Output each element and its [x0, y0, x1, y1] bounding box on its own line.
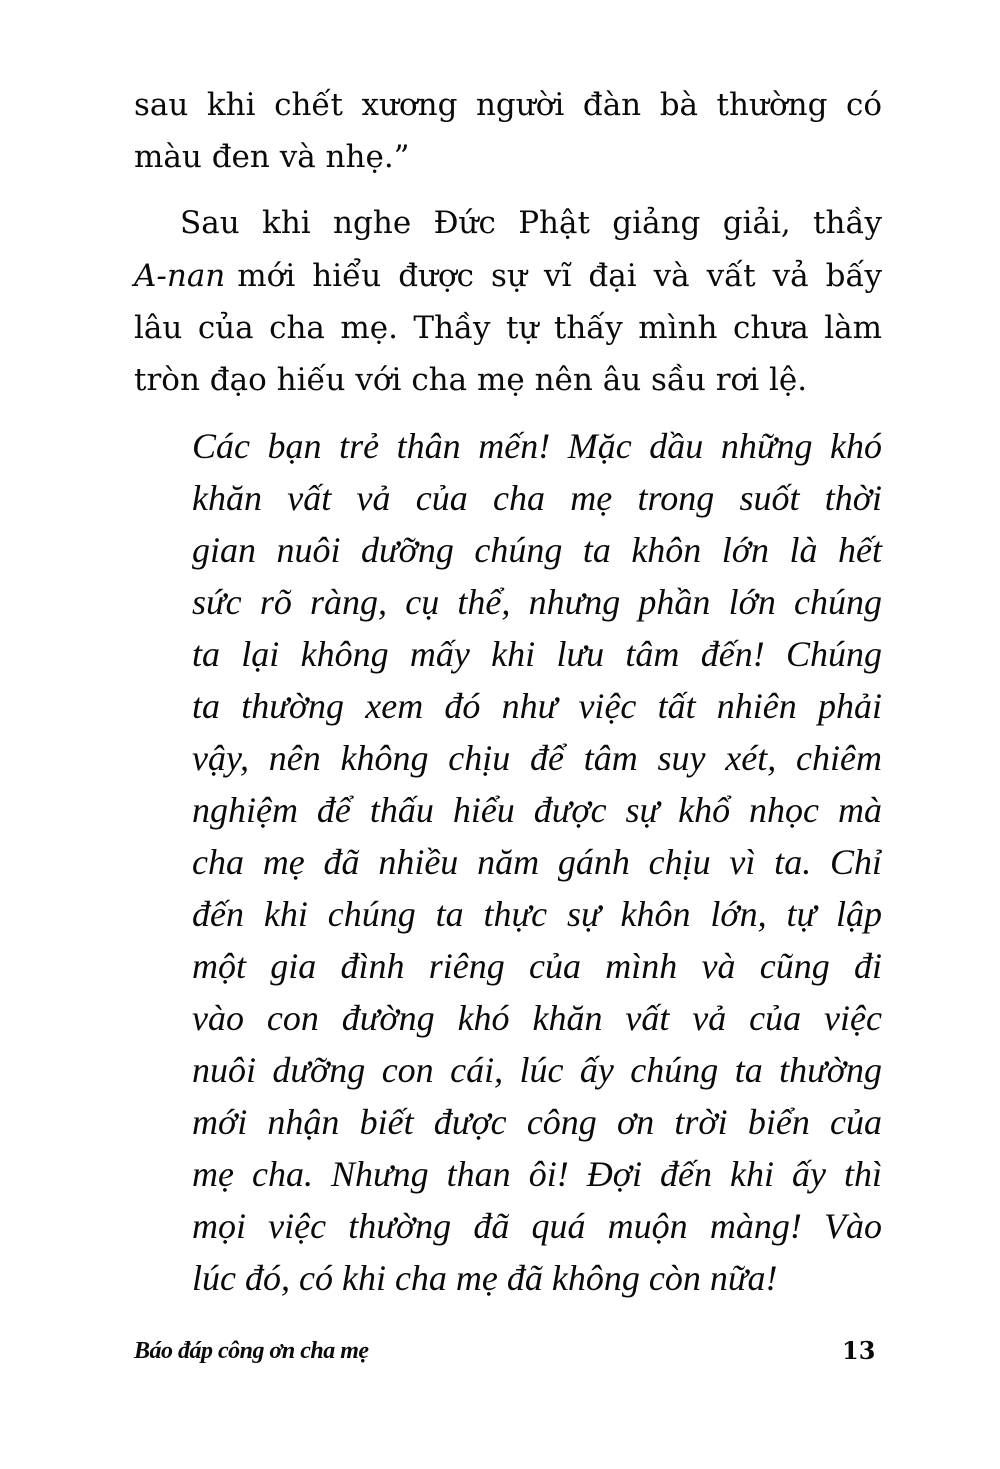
italic-line-7: [192, 740, 882, 776]
italic-line-4: [192, 584, 882, 620]
text-line: sức rõ ràng, cụ thể, nhưng phần lớn chúng: [192, 582, 882, 622]
italic-line-17: [192, 1260, 777, 1296]
text-line: một gia đình riêng của mình và cũng đi: [192, 946, 882, 986]
italic-line-1: [192, 428, 882, 464]
text-line: nuôi dưỡng con cái, lúc ấy chúng ta thường: [192, 1050, 882, 1090]
text-line: sau khi chết xương người đàn bà thường có: [134, 87, 882, 123]
italic-line-10: [192, 896, 882, 932]
text-line: lâu của cha mẹ. Thầy tự thấy mình chưa làm: [134, 310, 882, 346]
text-line: Các bạn trẻ thân mến! Mặc dầu những khó: [192, 426, 882, 466]
italic-line-5: [192, 636, 882, 672]
paragraph-1-line-2: [134, 139, 410, 175]
page-number: 13: [842, 1336, 876, 1365]
italic-line-3: [192, 532, 882, 568]
text-line: nghiệm để thấu hiểu được sự khổ nhọc mà: [192, 790, 882, 830]
italic-line-8: [192, 792, 882, 828]
text-line: ta thường xem đó như việc tất nhiên phải: [192, 686, 882, 726]
italic-line-6: [192, 688, 882, 724]
paragraph-2-line-4: [134, 362, 808, 398]
italic-line-9: [192, 844, 882, 880]
text-line: vào con đường khó khăn vất vả của việc: [192, 998, 882, 1038]
italic-line-14: [192, 1104, 882, 1140]
text-line: tròn đạo hiếu với cha mẹ nên âu sầu rơi lệ.: [134, 362, 808, 398]
paragraph-2-line-2: [134, 258, 882, 294]
text-line: Sau khi nghe Đức Phật giảng giải, thầy: [180, 205, 882, 241]
paragraph-2-line-3: [134, 310, 882, 346]
paragraph-2-line-1: [180, 205, 882, 241]
text-line: mới hiểu được sự vĩ đại và vất vả bấy: [237, 258, 882, 294]
italic-line-16: [192, 1208, 882, 1244]
paragraph-1-line-1: [134, 87, 882, 123]
text-line: mới nhận biết được công ơn trời biển của: [192, 1102, 882, 1142]
text-line: ta lại không mấy khi lưu tâm đến! Chúng: [192, 634, 882, 674]
italic-line-15: [192, 1156, 882, 1192]
text-line: gian nuôi dưỡng chúng ta khôn lớn là hết: [192, 530, 882, 570]
text-line: khăn vất vả của cha mẹ trong suốt thời: [192, 478, 882, 518]
text-line: mẹ cha. Nhưng than ôi! Đợi đến khi ấy thì: [192, 1154, 882, 1194]
text-line: màu đen và nhẹ.”: [134, 139, 410, 175]
italic-line-12: [192, 1000, 882, 1036]
text-line: vậy, nên không chịu để tâm suy xét, chiêm: [192, 738, 882, 778]
text-line: mọi việc thường đã quá muộn màng! Vào: [192, 1206, 882, 1246]
text-line: lúc đó, có khi cha mẹ đã không còn nữa!: [192, 1258, 778, 1298]
italic-line-2: [192, 480, 882, 516]
text-line: đến khi chúng ta thực sự khôn lớn, tự lập: [192, 894, 882, 934]
italic-line-11: [192, 948, 882, 984]
italic-line-13: [192, 1052, 882, 1088]
running-footer-book-title: Báo đáp công ơn cha mẹ: [134, 1338, 369, 1364]
text-line: cha mẹ đã nhiều năm gánh chịu vì ta. Chỉ: [192, 842, 882, 882]
italic-name-anan: A-nan: [134, 258, 226, 294]
